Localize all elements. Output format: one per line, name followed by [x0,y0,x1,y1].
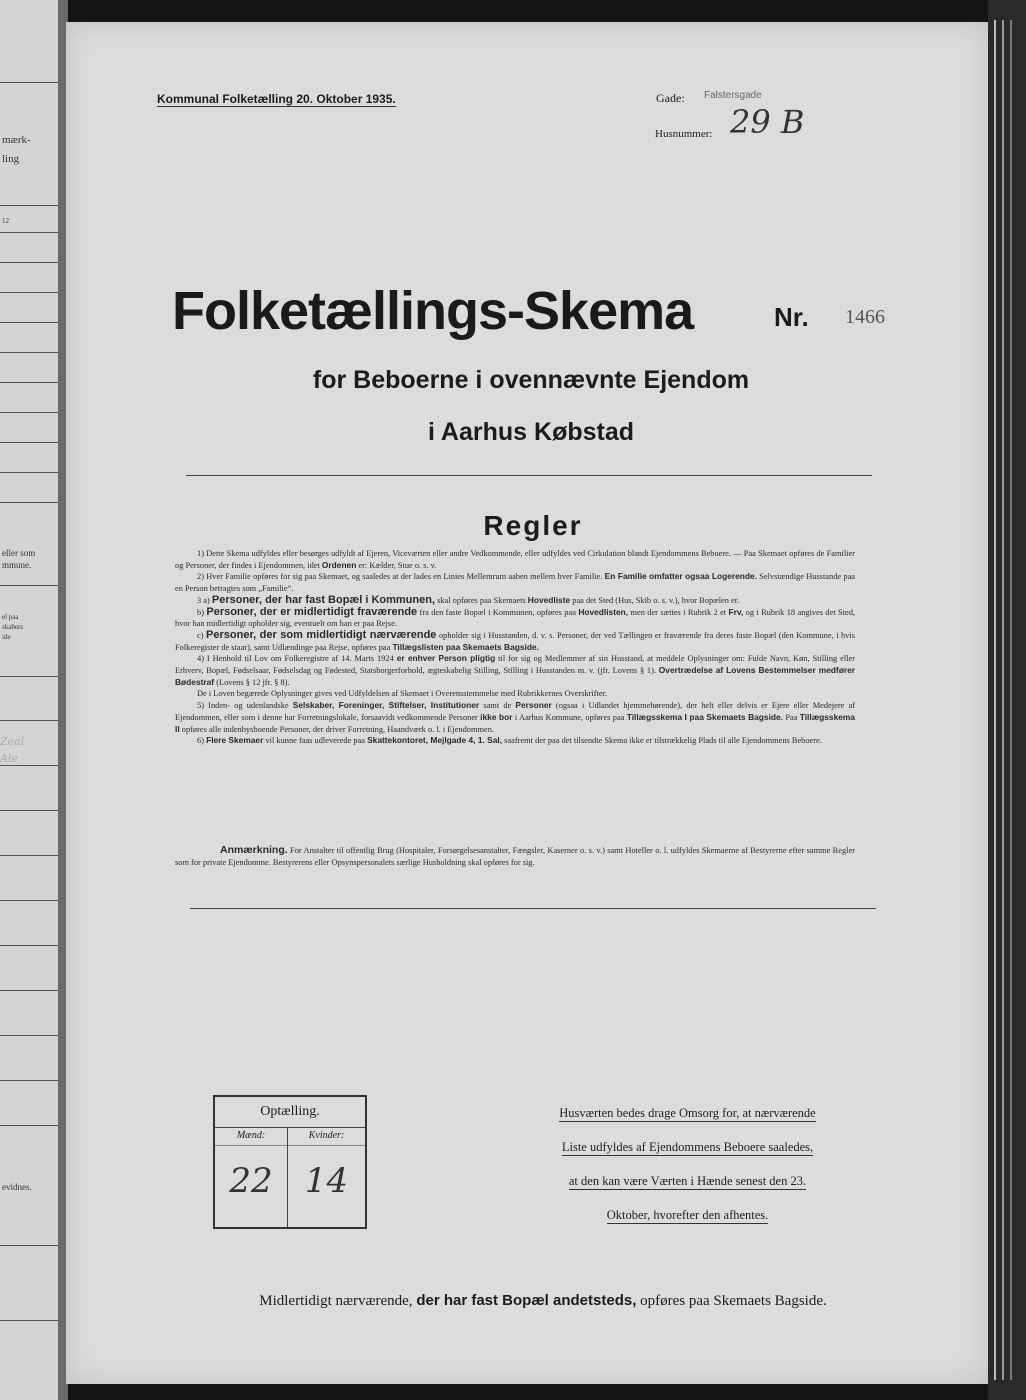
divider-rule [186,475,872,476]
notice-line: at den kan være Værten i Hænde senest den 23. [568,1174,807,1188]
women-label: Kvinder: [288,1127,365,1146]
remark-text: For Anstalter til offentlig Brug (Hospitaler, Forsørgelsesanstalter, Fængsler, Kaserner o. s. v.) samt Hoteller o. l. udfyldes Skemaerne af Bestyrerne efter samme Regler som for private Ejendomme. Bestyrerens eller Opsynspersonalets særlige Husholdning skal opføres for sig. [175,846,855,867]
women-count: 14 [304,1161,349,1201]
women-column [288,1127,365,1227]
footer-text: opføres paa Skemaets Bagside. [640,1293,827,1309]
rules-heading: Regler [483,510,583,541]
rule-4: 4) I Henhold til Lov om Folkeregistre af 14. Marts 1924 er enhver Person pligtig til for sig og Medlemmer af sin Husstand, at meddele Oplysninger om: Fulde Navn, Køn, Stilling eller Erhverv, Bopæl, Fødselsaar, Fødselsdag og Fødested, Statsborgerforhold, ægteskabelig Stilling, Stilling i Husstanden m. v. (jfr. Lovens § 1). Overtrædelse af Lovens Bestemmelser medfører Bødestraf (Lovens § 12 jfr. § 8). [175,653,856,687]
left-fragment: eller som [2,548,36,558]
form-title: Folketællings-Skema [172,281,694,341]
left-fragment: skabers [2,623,23,631]
remark [175,845,855,868]
left-fragment: el paa [2,613,19,621]
rule-1: 1) Dette Skema udfyldes eller besørges udfyldt af Ejeren, Viceværten eller andre Vedkommende, eller udfyldes ved Cirkulation blandt Ejendommens Beboere. — Paa Skemaet opføres de Familier og Personer, der findes i Ejendommen, idet Ordenen er: Kælder, Stue o. s. v. [175,549,855,570]
footer-text: Midlertidigt nærværende, [259,1293,413,1309]
footer-line [0,1292,1026,1310]
form-subtitle: for Beboerne i ovennævnte Ejendom [312,366,750,394]
notice-line: Liste udfyldes af Ejendommens Beboere saaledes, [561,1140,814,1154]
rule-3b: b) Personer, der er midlertidigt fraværende fra den faste Bopæl i Kommunen, opføres paa Hovedlisten, men der sættes i Rubrik 2 et Frv, og i Rubrik 18 angives det Sted, hvor han midlertidigt opholder sig, eventuelt om han er paa Rejse. [175,605,856,629]
remark-label: Anmærkning. [220,844,288,856]
house-number-value: 29 B [730,103,805,141]
house-number-label: Husnummer: [655,128,713,140]
form-nr-value: 1466 [845,306,885,328]
men-column [215,1127,288,1227]
left-fragment: Ale [0,752,18,765]
left-fragment: mmune. [2,560,32,570]
landlord-notice [515,1096,860,1232]
rule-6: 6) Flere Skemaer vil kunne faas udleverede paa Skattekontoret, Mejlgade 4, 1. Sal, saafremt der paa det tilsendte Skema ikke er tilstrækkelig Plads til alle Ejendommens Beboere. [197,735,822,746]
rule-3a: 3 a) Personer, der har fast Bopæl i Kommunen, skal opføres paa Skemaets Hovedliste paa det Sted (Hus, Skib o. s. v.), hvor Bopælen er. [197,593,740,606]
men-count: 22 [229,1161,273,1201]
street-label: Gade: [656,91,685,105]
left-fragment: evidnes. [2,1182,32,1192]
rule-3c: c) Personer, der som midlertidigt nærværende opholder sig i Husstanden, d. v. s. Personer, der ved Tællingen er fraværende fra deres faste Bopæl (den Kommune, i hvis Folkeregister de staar), samt Udlændinge paa Rejse, opføres paa Tillægslisten paa Skemaets Bagside. [175,628,856,652]
left-fragment: Zeal [0,735,25,748]
rules-body [175,548,855,747]
notice-line: Husværten bedes drage Omsorg for, at nærværende [559,1106,816,1120]
census-line: Kommunal Folketælling 20. Oktober 1935. [157,92,396,106]
notice-line: Oktober, hvorefter den afhentes. [606,1208,769,1222]
count-box-title: Optælling. [215,1097,365,1128]
book-edge [988,0,1026,1400]
left-fragment: 12 [2,217,9,225]
left-fragment: ling [2,153,20,165]
men-label: Mænd: [215,1127,287,1146]
form-nr-label: Nr. [774,302,809,332]
left-fragment: mærk- [2,134,31,146]
rule-5: 5) Inden- og udenlandske Selskaber, Foreninger, Stiftelser, Institutioner samt de Personer (ogsaa i Udlandet hjemmehørende), der helt eller delvis er Ejere eller Medejere af Ejendommen, eller som i denne har Forretningslokale, forsaavidt vedkommende Personer ikke bor i Aarhus Kommune, opføres paa Tillægsskema I paa Skemaets Bagside. Paa Tillægsskema II opføres alle indenbysboende Personer, der driver Forretning, Haandværk o. l. i Ejendommen. [175,700,856,734]
rule-4b: De i Loven begærede Oplysninger gives ved Udfyldelsen af Skemaet i Overensstemmelse med Rubrikkernes Overskrifter. [197,689,608,699]
rule-2: 2) Hver Familie opføres for sig paa Skemaet, og saaledes at der lades en Linies Mellemrum aaben mellem hver Familie. En Familie omfatter ogsaa Logerende. Selvstændige Husstande paa en Person betragtes som „Familie“. [175,571,856,594]
footer-bold: der har fast Bopæl andetsteds, [416,1292,637,1309]
count-box [213,1095,367,1229]
left-fragment: ide [2,633,11,641]
street-value: Falstersgade [704,90,762,101]
divider-rule [190,908,876,909]
left-page-fragment [0,0,58,1400]
form-subtitle-city: i Aarhus Købstad [427,418,635,446]
